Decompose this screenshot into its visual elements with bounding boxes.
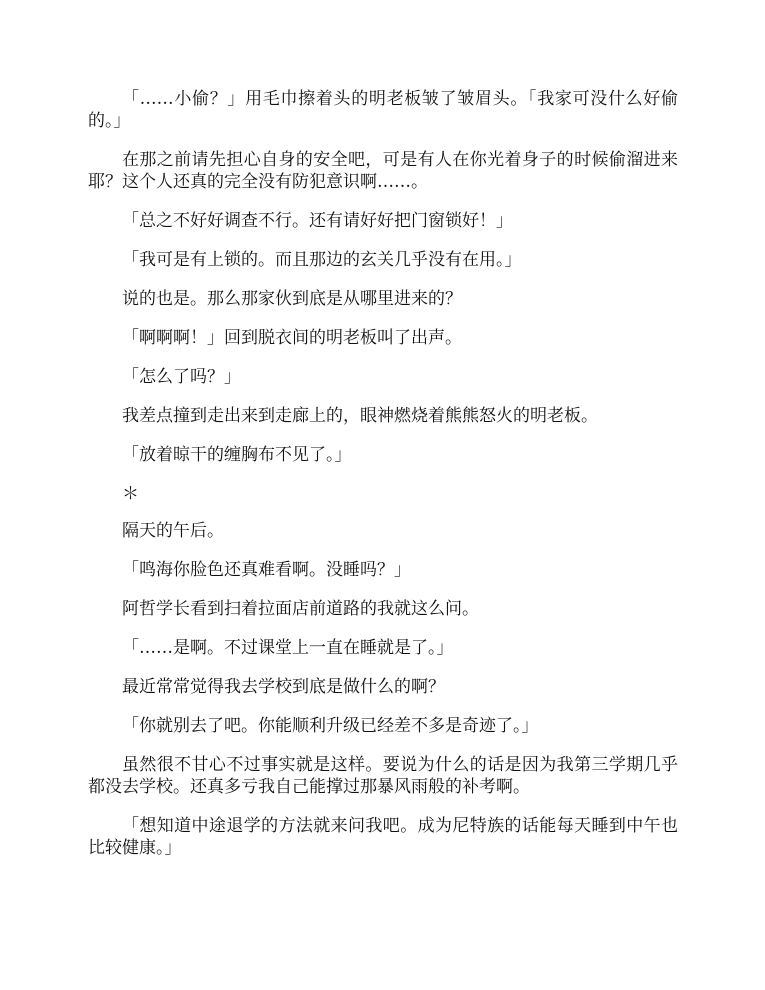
paragraph: 「我可是有上锁的。而且那边的玄关几乎没有在用。」 [122,250,522,270]
paragraph: 「放着晾干的缠胸布不见了。」 [122,445,352,465]
paragraph: 虽然很不甘心不过事实就是这样。要说为什么的话是因为我第三学期几乎都没去学校。还真多亏我自己能撑过那暴风雨般的补考啊。 [88,755,678,797]
paragraph: 「……小偷？」用毛巾擦着头的明老板皱了皱眉头。「我家可没什么好偷的。」 [88,89,678,131]
paragraph: 「想知道中途退学的方法就来问我吧。成为尼特族的话能每天睡到中午也比较健康。」 [88,816,678,858]
paragraph: 隔天的午后。 [122,521,224,541]
paragraph: 我差点撞到走出来到走廊上的，眼神燃烧着熊熊怒火的明老板。 [122,406,598,426]
document-page [88,88,678,876]
paragraph: 「啊啊啊！」回到脱衣间的明老板叫了出声。 [122,328,462,348]
paragraph: 「总之不好好调查不行。还有请好好把门窗锁好！」 [122,211,513,231]
paragraph: 在那之前请先担心自身的安全吧，可是有人在你光着身子的时候偷溜进来耶？这个人还真的完全没有防犯意识啊……。 [88,150,678,192]
paragraph: 「鸣海你脸色还真难看啊。没睡吗？」 [122,560,411,580]
paragraph: 最近常常觉得我去学校到底是做什么的啊？ [122,677,445,697]
paragraph: 「你就别去了吧。你能顺利升级已经差不多是奇迹了。」 [122,716,539,736]
paragraph: 「……是啊。不过课堂上一直在睡就是了。」 [122,638,454,658]
paragraph: 「怎么了吗？」 [122,367,241,387]
paragraph: 说的也是。那么那家伙到底是从哪里进来的？ [122,289,462,309]
scene-break: ＊ [122,484,139,504]
paragraph: 阿哲学长看到扫着拉面店前道路的我就这么问。 [122,599,479,619]
